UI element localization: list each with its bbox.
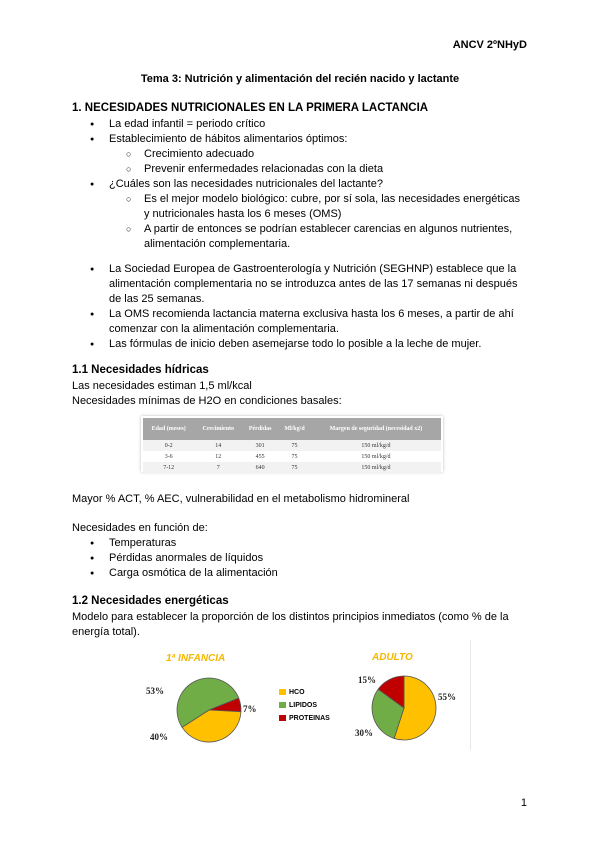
- table-header-row: [143, 418, 441, 440]
- header-code: ANCV 2ºNHyD: [452, 39, 527, 51]
- table-cell: 301: [242, 440, 278, 451]
- legend-swatch: [279, 702, 286, 708]
- legend-item: [279, 699, 330, 712]
- page-number: 1: [520, 797, 527, 809]
- section-1-list: [109, 117, 549, 252]
- list-item-line: de las 25 semanas.: [109, 293, 205, 305]
- legend-item: [279, 712, 330, 725]
- table-cell: 75: [278, 462, 311, 473]
- table-cell: 0-2: [143, 440, 194, 451]
- legend-label: LIPIDOS: [289, 702, 318, 709]
- chart-title-infancia: 1ª INFANCIA: [166, 653, 226, 664]
- table-cell: 3-6: [143, 451, 194, 462]
- list-item: ○ Prevenir enfermedades relacionadas con la dieta: [144, 162, 549, 177]
- list-item-line: alimentación complementaria.: [144, 238, 291, 250]
- section-1-2-heading: 1.2 Necesidades energéticas: [72, 595, 229, 607]
- table-cell: 7: [194, 462, 242, 473]
- list-item-line: alimentación complementaria no se introduzca antes de las 17 semanas ni después: [109, 278, 518, 290]
- needs-list: [109, 536, 549, 581]
- list-item-line: comenzar con la alimentación complementaria.: [109, 323, 339, 335]
- paragraph: Necesidades en función de:: [72, 522, 208, 534]
- paragraph: Necesidades mínimas de H2O en condiciones basales:: [72, 395, 342, 407]
- list-item-line: y nutricionales hasta los 6 meses (OMS): [144, 208, 342, 220]
- legend-swatch: [279, 689, 286, 695]
- table-row: [143, 451, 441, 462]
- document-title: Tema 3: Nutrición y alimentación del recién nacido y lactante: [140, 73, 460, 85]
- table-cell: 75: [278, 451, 311, 462]
- data-label-lipidos-infancia: 53%: [146, 686, 164, 696]
- list-item: ● Pérdidas anormales de líquidos: [109, 551, 549, 566]
- list-item-line: ○ Es el mejor modelo biológico: cubre, por sí sola, las necesidades energéticas: [144, 193, 521, 205]
- list-item: ● La edad infantil = periodo crítico: [109, 117, 549, 132]
- data-label-lipidos-adulto: 30%: [355, 728, 373, 738]
- paragraph: Mayor % ACT, % AEC, vulnerabilidad en el metabolismo hidromineral: [72, 493, 410, 505]
- list-item: [144, 192, 549, 222]
- section-1-1-heading: 1.1 Necesidades hídricas: [72, 364, 209, 376]
- list-item: ● Establecimiento de hábitos alimentarios óptimos:: [109, 132, 549, 147]
- table-cell: 150 ml/kg/d: [311, 462, 441, 473]
- section-1-list-2: [109, 262, 549, 352]
- list-item: [109, 262, 549, 307]
- table-header: Pérdidas: [242, 418, 278, 440]
- charts-figure: [140, 640, 471, 750]
- paragraph: Modelo para establecer la proporción de los distintos principios inmediatos (como % de la: [72, 611, 509, 623]
- chart-legend: [279, 686, 330, 725]
- list-item-line: ● La OMS recomienda lactancia materna exclusiva hasta los 6 meses, a partir de ahí: [109, 308, 514, 320]
- list-item: [109, 307, 549, 337]
- water-needs-table: [143, 418, 441, 473]
- legend-item: [279, 686, 330, 699]
- table-cell: 75: [278, 440, 311, 451]
- pie-infancia: [177, 678, 241, 742]
- legend-label: HCO: [289, 689, 305, 696]
- paragraph: energía total).: [72, 626, 140, 638]
- table-cell: 640: [242, 462, 278, 473]
- data-label-hco-infancia: 40%: [150, 732, 168, 742]
- list-item: ● Las fórmulas de inicio deben asemejarse todo lo posible a la leche de mujer.: [109, 337, 549, 352]
- table-cell: 12: [194, 451, 242, 462]
- list-item: ● Temperaturas: [109, 536, 549, 551]
- data-label-hco-adulto: 55%: [438, 692, 456, 702]
- list-item-line: ○ A partir de entonces se podrían establecer carencias en algunos nutrientes,: [144, 223, 513, 235]
- table-cell: 7-12: [143, 462, 194, 473]
- table-cell: 150 ml/kg/d: [311, 451, 441, 462]
- pie-adulto: [372, 676, 436, 740]
- data-label-proteinas-adulto: 15%: [358, 675, 376, 685]
- table-row: [143, 462, 441, 473]
- legend-swatch: [279, 715, 286, 721]
- table-header: Ml/kg/d: [278, 418, 311, 440]
- list-item: ● Carga osmótica de la alimentación: [109, 566, 549, 581]
- table-header: Margen de seguridad (necesidad x2): [311, 418, 441, 440]
- table-cell: 455: [242, 451, 278, 462]
- table-header: Edad (meses): [143, 418, 194, 440]
- table-header: Crecimiento: [194, 418, 242, 440]
- section-1-heading: 1. NECESIDADES NUTRICIONALES EN LA PRIMERA LACTANCIA: [72, 102, 429, 114]
- table-cell: 150 ml/kg/d: [311, 440, 441, 451]
- list-item-line: ● La Sociedad Europea de Gastroenterología y Nutrición (SEGHNP) establece que la: [109, 263, 517, 275]
- table-cell: 14: [194, 440, 242, 451]
- table-row: [143, 440, 441, 451]
- chart-title-adulto: ADULTO: [372, 652, 413, 663]
- list-item: ● ¿Cuáles son las necesidades nutricionales del lactante?: [109, 177, 549, 192]
- list-item: ○ Crecimiento adecuado: [144, 147, 549, 162]
- legend-label: PROTEINAS: [289, 715, 330, 722]
- data-label-proteinas-infancia: 7%: [243, 704, 257, 714]
- list-item: [144, 222, 549, 252]
- paragraph: Las necesidades estiman 1,5 ml/kcal: [72, 380, 252, 392]
